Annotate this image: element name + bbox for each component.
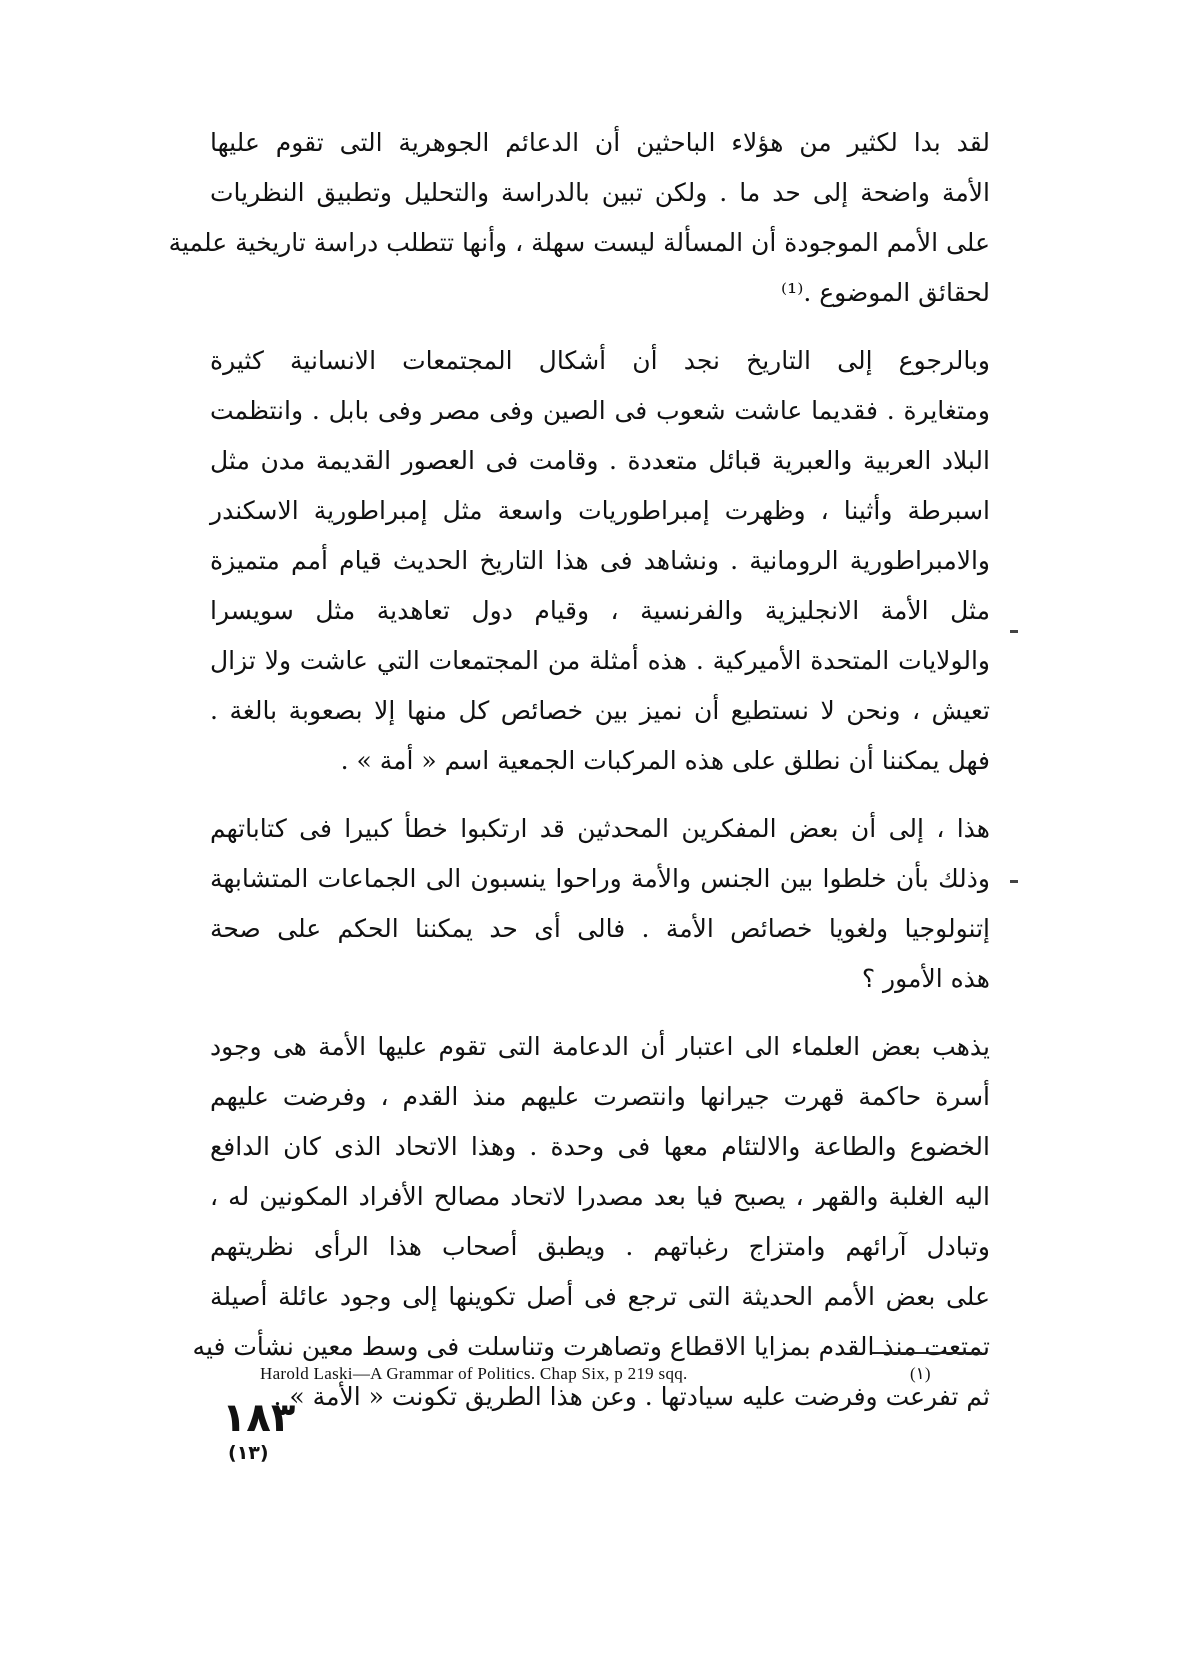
text-line: فهل يمكننا أن نطلق على هذه المركبات الجمعية اسم « أمة » . <box>340 746 990 775</box>
paragraph-1 <box>168 118 990 318</box>
text-line: تمتعت منذ القدم بمزايا الاقطاع وتصاهرت وتناسلت فى وسط معين نشأت فيه <box>192 1332 990 1361</box>
paragraph-2 <box>210 336 990 786</box>
text-line: تعيش ، ونحن لا نستطيع أن نميز بين خصائص كل منها إلا بصعوبة بالغة . <box>210 696 990 725</box>
text-line: هذا ، إلى أن بعض المفكرين المحدثين قد ارتكبوا خطأ كبيرا فى كتاباتهم <box>210 814 990 843</box>
text-line: لقد بدا لكثير من هؤلاء الباحثين أن الدعائم الجوهرية التى تقوم عليها <box>210 128 990 157</box>
text-line: اسبرطة وأثينا ، وظهرت إمبراطوريات واسعة مثل إمبراطورية الاسكندر <box>210 496 990 525</box>
page-number: ١٨٣ <box>222 1395 296 1441</box>
text-line: على بعض الأمم الحديثة التى ترجع فى أصل تكوينها إلى وجود عائلة أصيلة <box>210 1282 990 1311</box>
text-line: على الأمم الموجودة أن المسألة ليست سهلة ، وأنها تتطلب دراسة تاريخية علمية <box>168 228 990 257</box>
footnote <box>210 1360 990 1390</box>
body-text <box>168 118 990 1422</box>
text-line: ثم تفرعت وفرضت عليه سيادتها . وعن هذا الطريق تكونت « الأمة » . <box>273 1382 990 1411</box>
text-line: الخضوع والطاعة والالتئام معها فى وحدة . وهذا الاتحاد الذى كان الدافع <box>210 1132 990 1161</box>
margin-mark <box>1010 630 1018 633</box>
text-line: لحقائق الموضوع .⁽¹⁾ <box>781 278 990 307</box>
footnote-rule <box>872 1352 982 1354</box>
text-line: مثل الأمة الانجليزية والفرنسية ، وقيام دول تعاهدية مثل سويسرا <box>210 596 990 625</box>
text-line: يذهب بعض العلماء الى اعتبار أن الدعامة التى تقوم عليها الأمة هى وجود <box>210 1032 990 1061</box>
text-line: والامبراطورية الرومانية . ونشاهد فى هذا التاريخ الحديث قيام أمم متميزة <box>210 546 990 575</box>
text-line: والولايات المتحدة الأميركية . هذه أمثلة من المجتمعات التي عاشت ولا تزال <box>210 646 990 675</box>
text-line: أسرة حاكمة قهرت جيرانها وانتصرت عليهم منذ القدم ، وفرضت عليهم <box>210 1082 990 1111</box>
signature-number: (١٣) <box>228 1442 269 1464</box>
paragraph-3 <box>210 804 990 1004</box>
text-line: ومتغايرة . فقديما عاشت شعوب فى الصين وفى مصر وفى بابل . وانتظمت <box>210 396 990 425</box>
footnote-number: (١) <box>910 1364 931 1383</box>
margin-mark <box>1010 880 1018 883</box>
text-line: هذه الأمور ؟ <box>861 964 990 993</box>
text-line: الأمة واضحة إلى حد ما . ولكن تبين بالدراسة والتحليل وتطبيق النظريات <box>210 178 990 207</box>
text-line: وبالرجوع إلى التاريخ نجد أن أشكال المجتمعات الانسانية كثيرة <box>210 346 990 375</box>
text-line: وذلك بأن خلطوا بين الجنس والأمة وراحوا ينسبون الى الجماعات المتشابهة <box>210 864 990 893</box>
text-line: وتبادل آرائهم وامتزاج رغباتهم . ويطبق أصحاب هذا الرأى نظريتهم <box>210 1232 990 1261</box>
footnote-text: Harold Laski—A Grammar of Politics. Chap Six, p 219 sqq. <box>260 1364 688 1383</box>
text-line: إتنولوجيا ولغويا خصائص الأمة . فالى أى حد يمكننا الحكم على صحة <box>210 914 990 943</box>
text-line: البلاد العربية والعبرية قبائل متعددة . وقامت فى العصور القديمة مدن مثل <box>210 446 990 475</box>
text-line: اليه الغلبة والقهر ، يصبح فيا بعد مصدرا لاتحاد مصالح الأفراد المكونين له ، <box>210 1182 990 1211</box>
